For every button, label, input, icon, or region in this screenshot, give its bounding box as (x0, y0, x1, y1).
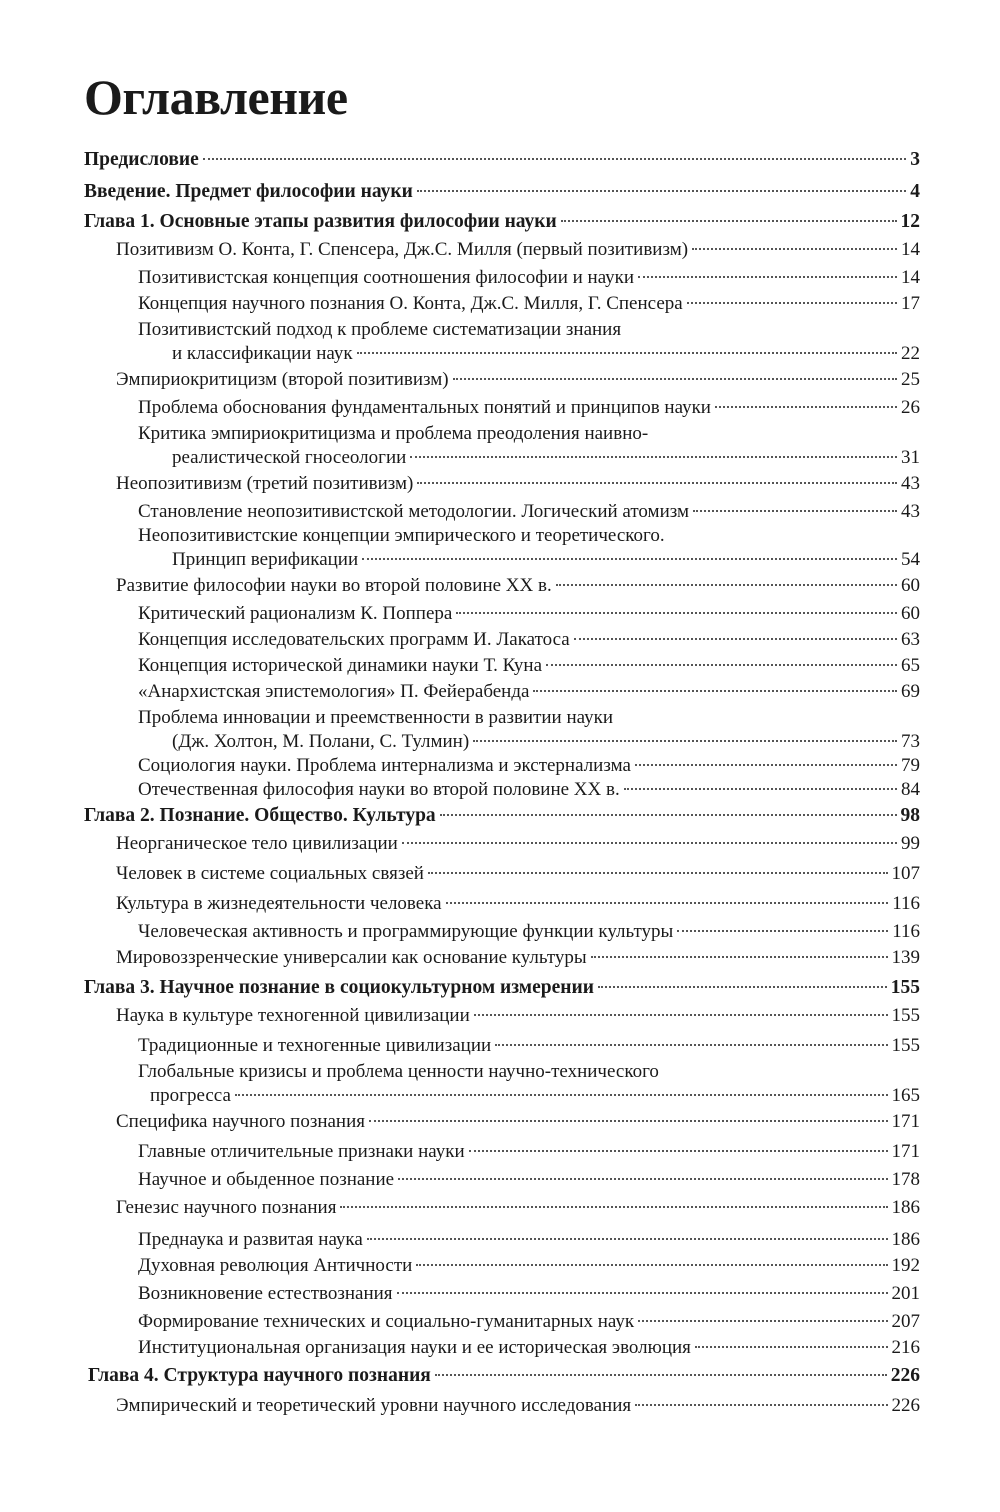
dot-leader (357, 352, 897, 354)
toc-entry[interactable] (116, 1196, 920, 1220)
toc-chapter-entry[interactable] (84, 148, 920, 172)
toc-entry[interactable] (138, 1254, 920, 1278)
toc-entry-title: и классификации наук (172, 343, 353, 364)
toc-chapter-entry[interactable] (84, 804, 920, 828)
toc-entry[interactable] (116, 862, 920, 886)
dot-leader (715, 406, 897, 408)
page-number: 69 (901, 681, 920, 702)
dot-leader (677, 930, 888, 932)
toc-entry-title: Глава 1. Основные этапы развития философии науки (84, 211, 557, 232)
toc-entry[interactable] (138, 266, 920, 290)
dot-leader (417, 190, 906, 192)
page-number: 186 (891, 1229, 920, 1250)
dot-leader (402, 842, 897, 844)
page-number: 73 (901, 731, 920, 752)
toc-entry-title: Наука в культуре техногенной цивилизации (116, 1005, 470, 1026)
toc-chapter-entry[interactable] (88, 1364, 920, 1388)
page-number: 26 (901, 397, 920, 418)
toc-entry[interactable] (116, 946, 920, 970)
dot-leader (546, 664, 897, 666)
toc-entry-title: Главные отличительные признаки науки (138, 1141, 465, 1162)
dot-leader (367, 1238, 888, 1240)
toc-entry-title: Человеческая активность и программирующие функции культуры (138, 921, 674, 942)
dot-leader (410, 456, 897, 458)
toc-entry[interactable] (172, 342, 920, 366)
toc-entry[interactable] (116, 1110, 920, 1134)
toc-entry[interactable] (116, 238, 920, 262)
dot-leader (446, 902, 889, 904)
page-number: 107 (891, 863, 920, 884)
toc-entry[interactable] (138, 1310, 920, 1334)
dot-leader (397, 1292, 888, 1294)
toc-chapter-entry[interactable] (84, 180, 920, 204)
page-number: 60 (901, 603, 920, 624)
page-number: 207 (891, 1311, 920, 1332)
page-number: 17 (901, 293, 920, 314)
dot-leader (693, 510, 897, 512)
toc-entry-title: Традиционные и техногенные цивилизации (138, 1035, 492, 1056)
page-number: 84 (901, 779, 920, 800)
toc-entry-title: (Дж. Холтон, М. Полани, С. Тулмин) (172, 731, 470, 752)
page-number: 79 (901, 755, 920, 776)
page-number: 14 (901, 239, 920, 260)
toc-entry-title: Развитие философии науки во второй половине XX в. (116, 575, 552, 596)
dot-leader (638, 276, 897, 278)
page-number: 171 (891, 1111, 920, 1132)
toc-entry[interactable] (138, 500, 920, 524)
dot-leader (456, 612, 897, 614)
toc-entry[interactable] (116, 472, 920, 496)
dot-leader (638, 1320, 887, 1322)
page-number: 116 (892, 893, 920, 914)
dot-leader (533, 690, 897, 692)
page-number: 98 (900, 805, 920, 826)
dot-leader (495, 1044, 887, 1046)
toc-entry-title: Формирование технических и социально-гуманитарных наук (138, 1311, 635, 1332)
dot-leader (435, 1374, 887, 1376)
toc-entry[interactable] (138, 1168, 920, 1192)
page-number: 54 (901, 549, 920, 570)
dot-leader (574, 638, 897, 640)
toc-entry[interactable] (172, 548, 920, 572)
page-number: 155 (890, 977, 920, 998)
dot-leader (428, 872, 888, 874)
toc-chapter-entry[interactable] (84, 210, 920, 234)
page-number: 4 (910, 181, 920, 202)
toc-entry-title: Глобальные кризисы и проблема ценности научно-технического (138, 1061, 659, 1082)
toc-entry-title: Эмпириокритицизм (второй позитивизм) (116, 369, 449, 390)
toc-entry-title: Эмпирический и теоретический уровни научного исследования (116, 1395, 632, 1416)
page-number: 186 (891, 1197, 920, 1218)
dot-leader (417, 482, 897, 484)
page-number: 165 (891, 1085, 920, 1106)
dot-leader (398, 1178, 887, 1180)
page-number: 22 (901, 343, 920, 364)
dot-leader (687, 302, 897, 304)
toc-entry[interactable] (172, 730, 920, 754)
page-number: 226 (891, 1395, 920, 1416)
page-number: 171 (891, 1141, 920, 1162)
toc-entry[interactable] (116, 892, 920, 916)
dot-leader (453, 378, 897, 380)
page-number: 116 (892, 921, 920, 942)
page-number: 14 (901, 267, 920, 288)
dot-leader (235, 1094, 888, 1096)
dot-leader (624, 788, 897, 790)
toc-entry-title: Институциональная организация науки и ее историческая эволюция (138, 1337, 691, 1358)
page-number: 43 (901, 501, 920, 522)
dot-leader (695, 1346, 888, 1348)
toc-entry-title: Концепция научного познания О. Конта, Дж.С. Милля, Г. Спенсера (138, 293, 683, 314)
page-title: Оглавление (84, 69, 348, 125)
toc-entry-title: Критический рационализм К. Поппера (138, 603, 453, 624)
toc-entry[interactable] (138, 396, 920, 420)
toc-entry[interactable] (138, 1282, 920, 1306)
toc-entry-title: Принцип верификации (172, 549, 359, 570)
dot-leader (340, 1206, 887, 1208)
toc-entry-title: Концепция исторической динамики науки Т. Куна (138, 655, 543, 676)
page-number: 65 (901, 655, 920, 676)
toc-entry-title: Концепция исследовательских программ И. Лакатоса (138, 629, 570, 650)
page-number: 155 (891, 1005, 920, 1026)
toc-entry-title: «Анархистская эпистемология» П. Фейерабенда (138, 681, 530, 702)
toc-entry[interactable] (138, 680, 920, 704)
dot-leader (561, 220, 897, 222)
page-number: 43 (901, 473, 920, 494)
toc-entry-title: прогресса (150, 1085, 231, 1106)
toc-entry[interactable] (116, 1004, 920, 1028)
toc-entry[interactable] (138, 1228, 920, 1252)
toc-entry-title: Неопозитивистские концепции эмпирического и теоретического. (138, 525, 665, 546)
toc-entry[interactable] (116, 574, 920, 598)
toc-entry[interactable] (138, 1034, 920, 1058)
toc-entry[interactable] (138, 1140, 920, 1164)
page-number: 226 (890, 1365, 920, 1386)
toc-entry[interactable] (138, 654, 920, 678)
toc-entry[interactable] (138, 778, 920, 802)
toc-entry[interactable] (116, 832, 920, 856)
toc-entry-title: Позитивизм О. Конта, Г. Спенсера, Дж.С. Милля (первый позитивизм) (116, 239, 689, 260)
page-number: 60 (901, 575, 920, 596)
toc-entry-title: Глава 3. Научное познание в социокультурном измерении (84, 977, 594, 998)
toc-entry-title: Преднаука и развитая наука (138, 1229, 363, 1250)
toc-entry-title: Возникновение естествознания (138, 1283, 393, 1304)
toc-entry-title: Духовная революция Античности (138, 1255, 413, 1276)
toc-entry-title: Культура в жизнедеятельности человека (116, 893, 442, 914)
toc-entry-title: Неорганическое тело цивилизации (116, 833, 398, 854)
page-number: 12 (900, 211, 920, 232)
toc-entry-title: Позитивистская концепция соотношения философии и науки (138, 267, 635, 288)
toc-entry-title: Социология науки. Проблема интернализма и экстернализма (138, 755, 631, 776)
toc-entry-title: Мировоззренческие универсалии как основание культуры (116, 947, 587, 968)
toc-entry-title: Специфика научного познания (116, 1111, 365, 1132)
toc-entry[interactable] (150, 1084, 920, 1108)
toc-entry-title: Глава 4. Структура научного познания (88, 1365, 431, 1386)
dot-leader (474, 1014, 888, 1016)
page-number: 192 (891, 1255, 920, 1276)
toc-entry[interactable] (138, 754, 920, 778)
toc-entry-title: Глава 2. Познание. Общество. Культура (84, 805, 436, 826)
toc-entry-title: Отечественная философия науки во второй половине XX в. (138, 779, 620, 800)
toc-entry-title: Введение. Предмет философии науки (84, 181, 413, 202)
toc-entry[interactable] (138, 602, 920, 626)
page-number: 201 (891, 1283, 920, 1304)
toc-entry[interactable] (138, 920, 920, 944)
toc-entry-title: реалистической гносеологии (172, 447, 407, 468)
toc-entry-title: Проблема обоснования фундаментальных понятий и принципов науки (138, 397, 711, 418)
dot-leader (591, 956, 888, 958)
toc-entry-title: Проблема инновации и преемственности в развитии науки (138, 707, 614, 728)
toc-entry[interactable] (116, 1394, 920, 1418)
page-number: 155 (891, 1035, 920, 1056)
dot-leader (369, 1120, 888, 1122)
dot-leader (362, 558, 897, 560)
toc-entry-title: Позитивистский подход к проблеме систематизации знания (138, 319, 622, 340)
toc-entry-title: Критика эмпириокритицизма и проблема преодоления наивно- (138, 423, 649, 444)
toc-entry-title: Генезис научного познания (116, 1197, 337, 1218)
toc-chapter-entry[interactable] (84, 976, 920, 1000)
dot-leader (473, 740, 897, 742)
page-number: 216 (891, 1337, 920, 1358)
dot-leader (556, 584, 897, 586)
toc-entry-title: Становление неопозитивистской методологии. Логический атомизм (138, 501, 690, 522)
page-number: 63 (901, 629, 920, 650)
toc-entry[interactable] (138, 1336, 920, 1360)
toc-entry-title: Научное и обыденное познание (138, 1169, 395, 1190)
page-number: 25 (901, 369, 920, 390)
dot-leader (635, 1404, 887, 1406)
page-number: 99 (901, 833, 920, 854)
page-number: 31 (901, 447, 920, 468)
toc-entry[interactable] (138, 628, 920, 652)
dot-leader (469, 1150, 888, 1152)
toc-entry-title: Предисловие (84, 149, 199, 170)
dot-leader (692, 248, 897, 250)
dot-leader (203, 158, 906, 160)
toc-entry[interactable] (138, 292, 920, 316)
dot-leader (416, 1264, 887, 1266)
page-number: 139 (891, 947, 920, 968)
page-number: 3 (910, 149, 920, 170)
page-number: 178 (891, 1169, 920, 1190)
toc-entry-title: Человек в системе социальных связей (116, 863, 424, 884)
toc-entry[interactable] (116, 368, 920, 392)
dot-leader (598, 986, 887, 988)
toc-entry[interactable] (172, 446, 920, 470)
toc-entry-title: Неопозитивизм (третий позитивизм) (116, 473, 414, 494)
dot-leader (635, 764, 897, 766)
dot-leader (440, 814, 897, 816)
